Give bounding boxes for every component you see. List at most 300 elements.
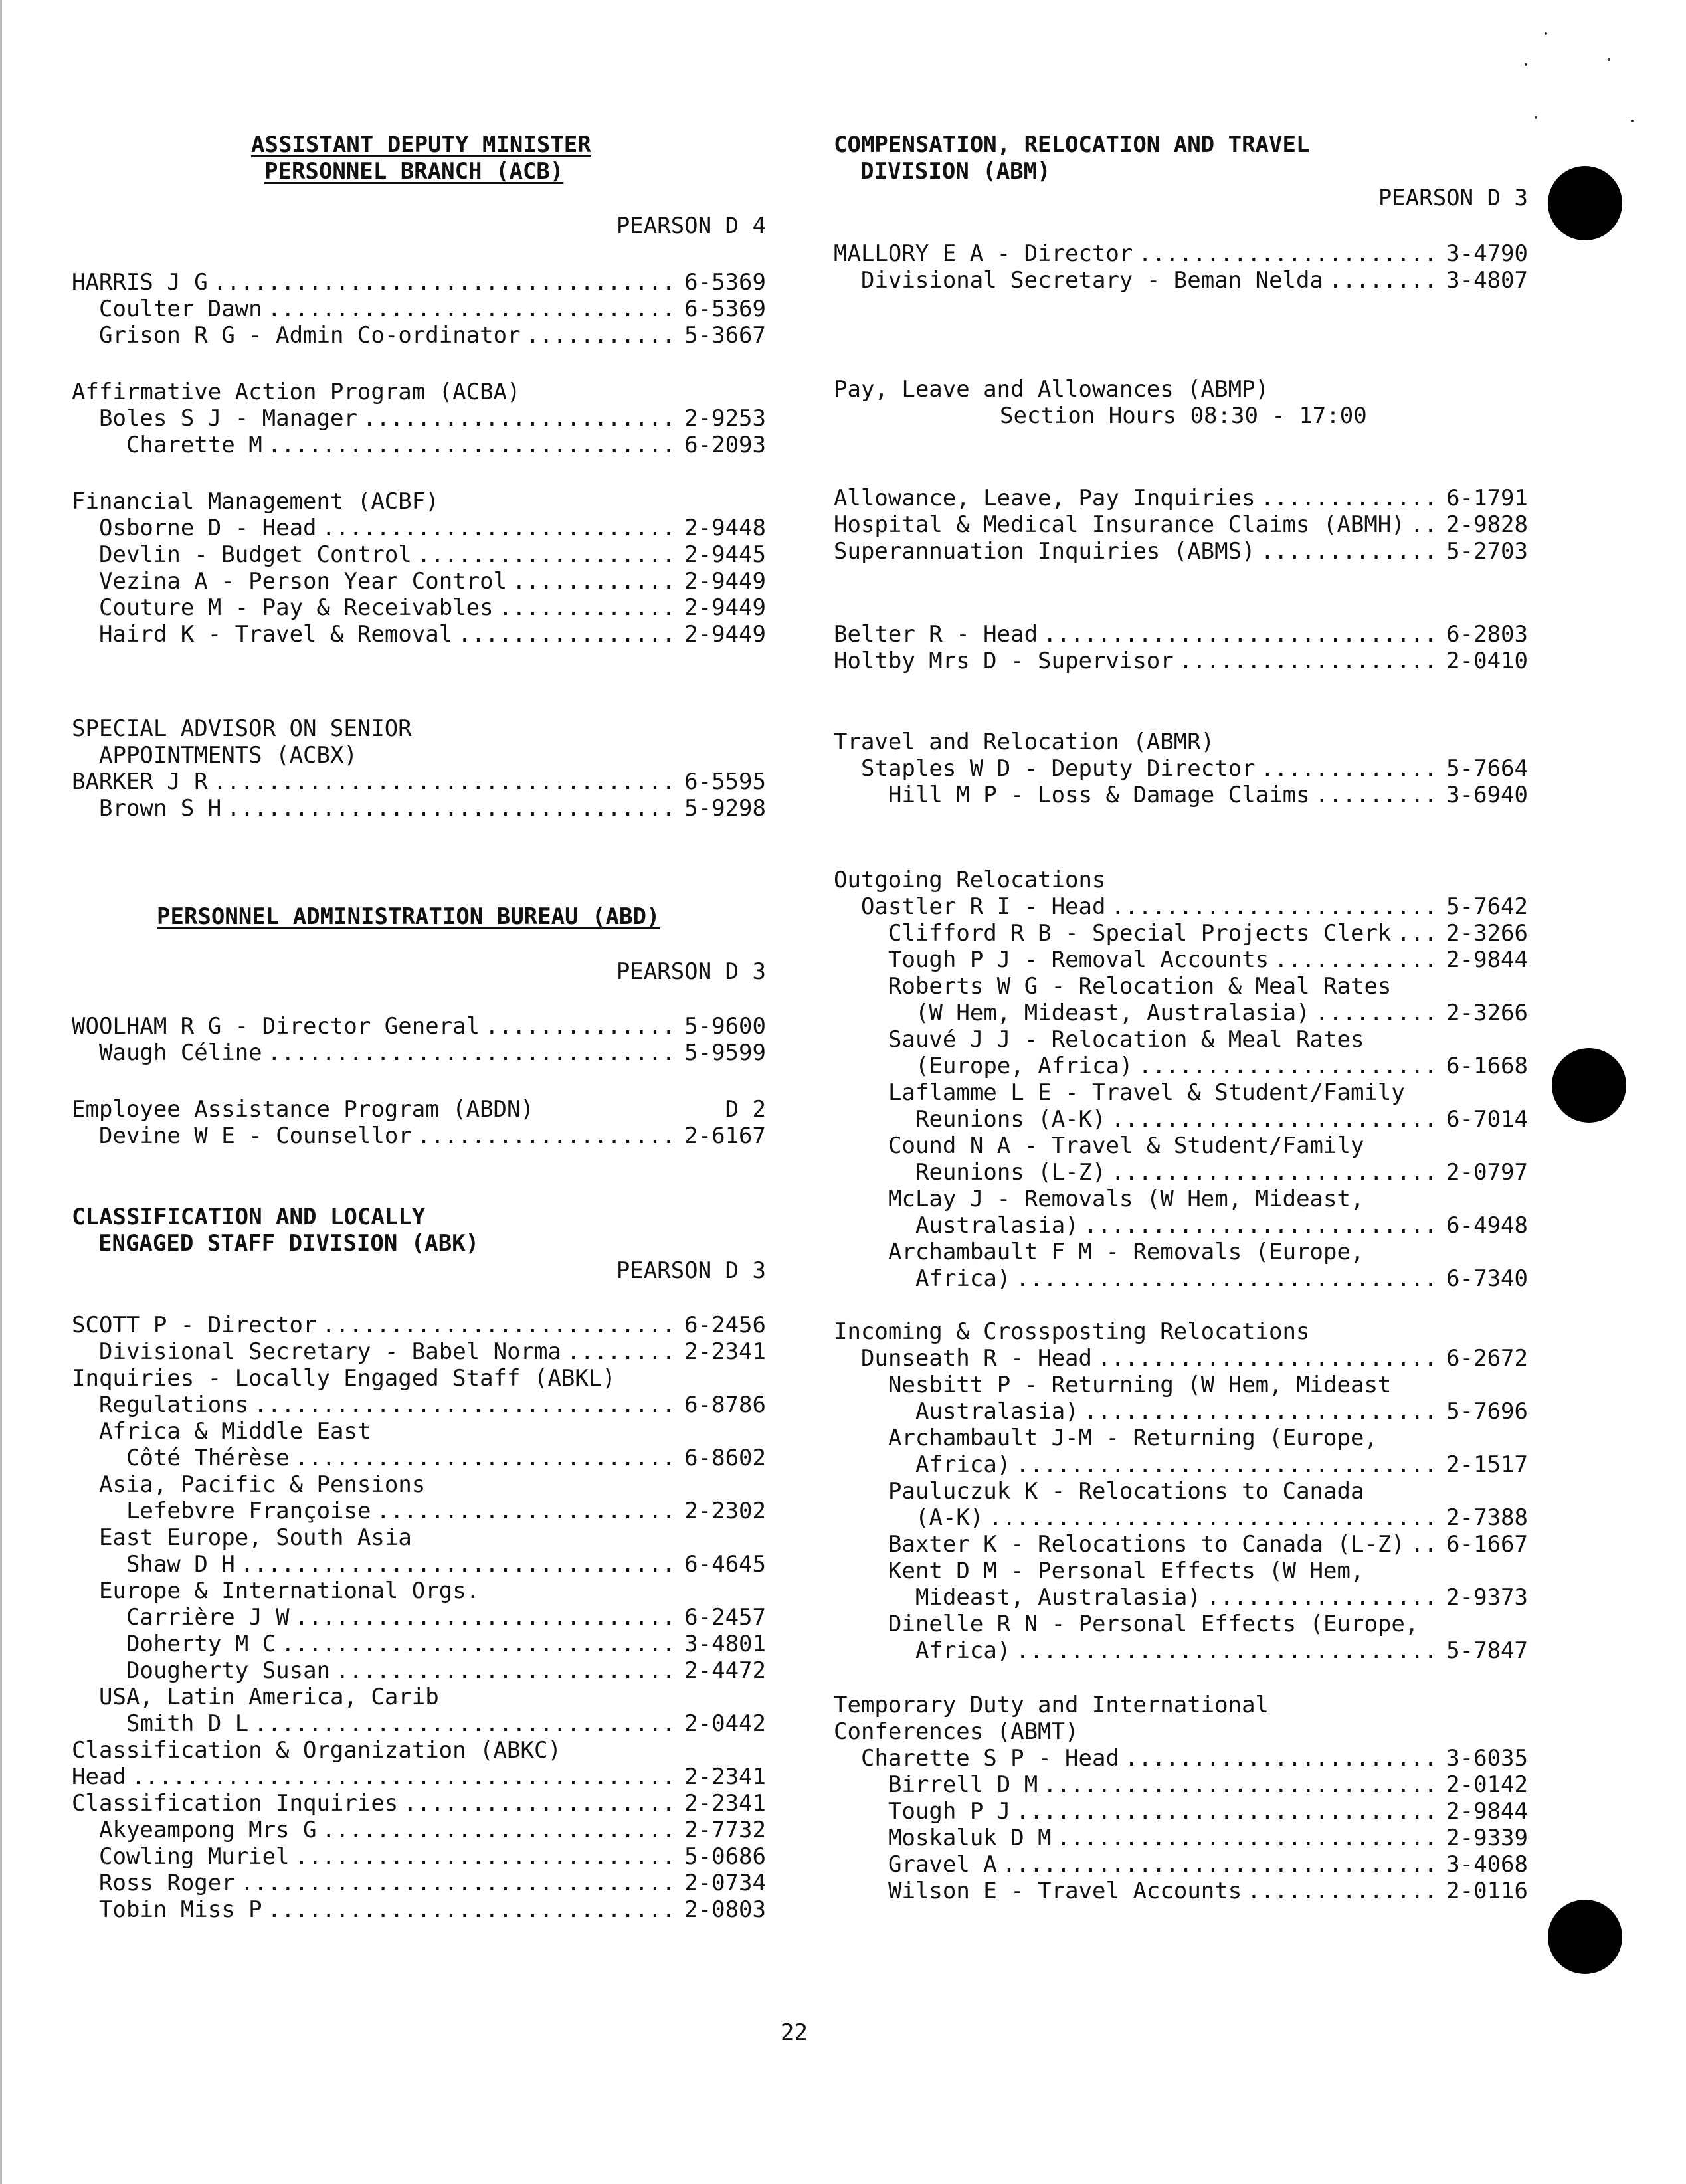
directory-entry [72,269,766,296]
directory-entry [861,1745,1528,1772]
entry-phone: 2-9445 [684,541,766,568]
directory-entry [99,541,766,568]
entry-name: Dunseath R - Head [861,1345,1092,1372]
entry-phone: 6-2672 [1446,1345,1528,1372]
leader-dots [1016,1798,1441,1825]
entry-name: Laflamme L E - Travel & Student/Family [888,1079,1405,1106]
entry-name: Lefebvre Françoise [126,1498,371,1524]
entry-phone: 6-1667 [1446,1531,1528,1558]
entry-name: Devlin - Budget Control [99,541,412,568]
entry-name: Haird K - Travel & Removal [99,621,453,648]
leader-dots [1315,782,1442,808]
entry-name: Nesbitt P - Returning (W Hem, Mideast [888,1372,1392,1398]
entry-name: Wilson E - Travel Accounts [888,1878,1242,1904]
entry-name: Conferences (ABMT) [834,1718,1079,1745]
entry-name: Divisional Secretary - Babel Norma [99,1338,561,1365]
leader-dots [1057,1825,1442,1851]
scan-edge [0,0,2,2184]
entry-name: Carrière J W [126,1604,290,1631]
entry-phone: 6-8602 [684,1445,766,1471]
entry-name: Australasia) [915,1398,1079,1425]
leader-dots [322,1312,679,1338]
leader-dots [1247,1878,1441,1904]
abk-location: PEARSON D 3 [616,1257,766,1284]
directory-entry [72,1312,766,1338]
directory-entry [915,1106,1528,1133]
entry-name: (W Hem, Mideast, Australasia) [915,1000,1310,1026]
entry-phone: 2-2341 [684,1790,766,1817]
directory-entry [99,795,766,822]
leader-dots [254,1392,679,1418]
entry-name: Vezina A - Person Year Control [99,568,508,594]
entry-phone: 3-4790 [1446,240,1528,267]
entry-phone: 5-9599 [684,1040,766,1066]
leader-dots [485,1013,679,1040]
entry-name: Superannuation Inquiries (ABMS) [834,538,1256,565]
leader-dots [213,769,679,795]
directory-entry [888,782,1528,808]
directory-entry [834,538,1528,565]
directory-entry [915,1000,1528,1026]
directory-entry [834,240,1528,267]
entry-name: Grison R G - Admin Co-ordinator [99,322,521,349]
entry-phone: 2-9339 [1446,1825,1528,1851]
directory-entry [99,1896,766,1923]
leader-dots [322,1817,680,1843]
directory-entry [888,1026,1528,1053]
directory-entry [99,1471,766,1498]
directory-entry [834,867,1528,893]
leader-dots [512,568,679,594]
abmp-title: Pay, Leave and Allowances (ABMP) [834,376,1269,403]
entry-name: Classification & Organization (ABKC) [72,1737,561,1764]
entry-name: Clifford R B - Special Projects Clerk [888,920,1392,947]
entry-phone: 6-4645 [684,1551,766,1578]
leader-dots [322,515,680,541]
entry-phone: 2-9828 [1446,511,1528,538]
leader-dots [1329,267,1441,294]
entry-phone: 3-6940 [1446,782,1528,808]
directory-entry [99,1392,766,1418]
directory-entry [99,742,766,769]
leader-dots [240,1551,679,1578]
entry-name: Osborne D - Head [99,515,317,541]
punch-hole-top [1548,166,1622,240]
directory-entry [99,568,766,594]
entry-name: Smith D L [126,1710,249,1737]
entry-name: Charette S P - Head [861,1745,1119,1772]
leader-dots [1016,1265,1441,1292]
entry-name: Gravel A [888,1851,997,1878]
entry-name: Hospital & Medical Insurance Claims (ABMH) [834,511,1405,538]
entry-name: Holtby Mrs D - Supervisor [834,648,1174,674]
entry-phone: 2-1517 [1446,1451,1528,1478]
entry-name: Australasia) [915,1212,1079,1239]
entry-phone: 6-8786 [684,1392,766,1418]
leader-dots [1125,1745,1441,1772]
leader-dots [417,541,679,568]
directory-entry [99,1418,766,1445]
entry-phone: 5-7642 [1446,893,1528,920]
directory-entry [915,1584,1528,1611]
directory-entry [888,1133,1528,1159]
leader-dots [1043,1772,1441,1798]
entry-name: Reunions (L-Z) [915,1159,1106,1186]
leader-dots [268,1040,680,1066]
entry-phone: 3-4807 [1446,267,1528,294]
directory-entry [126,1710,766,1737]
directory-entry [888,1851,1528,1878]
entry-name: East Europe, South Asia [99,1524,412,1551]
leader-dots [1016,1637,1441,1664]
entry-name: Mideast, Australasia) [915,1584,1201,1611]
entry-name: Coulter Dawn [99,296,262,322]
leader-dots [1315,1000,1442,1026]
entry-name: Baxter K - Relocations to Canada (L-Z) [888,1531,1405,1558]
directory-entry [126,432,766,458]
leader-dots [1043,621,1441,648]
entry-name: USA, Latin America, Carib [99,1684,439,1710]
entry-phone: 6-7340 [1446,1265,1528,1292]
directory-entry [99,1578,766,1604]
directory-entry [72,379,766,405]
directory-entry [72,1013,766,1040]
entry-name: Roberts W G - Relocation & Meal Rates [888,973,1392,1000]
entry-phone: 2-0142 [1446,1772,1528,1798]
entry-name: SCOTT P - Director [72,1312,317,1338]
entry-phone: 3-6035 [1446,1745,1528,1772]
entry-phone: 2-4472 [684,1657,766,1684]
entry-phone: 2-0442 [684,1710,766,1737]
entry-phone: 2-2302 [684,1498,766,1524]
entry-name: APPOINTMENTS (ACBX) [99,742,357,769]
leader-dots [376,1498,679,1524]
entry-phone: 5-7664 [1446,755,1528,782]
entry-name: Moskaluk D M [888,1825,1052,1851]
speck [1525,63,1527,66]
entry-name: Africa) [915,1637,1011,1664]
directory-entry [915,1053,1528,1079]
leader-dots [363,405,679,432]
page-number: 22 [781,2019,808,2046]
entry-name: Akyeampong Mrs G [99,1817,317,1843]
entry-name: Inquiries - Locally Engaged Staff (ABKL) [72,1365,616,1392]
entry-name: Cound N A - Travel & Student/Family [888,1133,1364,1159]
directory-entry [72,488,766,515]
punch-hole-bottom [1548,1900,1622,1974]
entry-phone: 6-5369 [684,269,766,296]
acb-heading-1: ASSISTANT DEPUTY MINISTER [251,132,591,158]
entry-phone: 2-7732 [684,1817,766,1843]
leader-dots [132,1764,679,1790]
directory-entry [888,1425,1528,1451]
directory-entry [99,621,766,648]
leader-dots [268,1896,680,1923]
directory-entry [888,1372,1528,1398]
entry-name: Sauvé J J - Relocation & Meal Rates [888,1026,1364,1053]
entry-name: McLay J - Removals (W Hem, Mideast, [888,1186,1364,1212]
leader-dots [1261,485,1442,511]
directory-entry [915,1637,1528,1664]
directory-entry [99,1524,766,1551]
leader-dots [417,1123,679,1149]
entry-name: Cowling Muriel [99,1843,290,1870]
entry-name: BARKER J R [72,769,208,795]
entry-phone: 5-7847 [1446,1637,1528,1664]
entry-phone: 6-2803 [1446,621,1528,648]
entry-name: Staples W D - Deputy Director [861,755,1256,782]
entry-name: HARRIS J G [72,269,208,296]
speck [1631,120,1634,122]
entry-name: Archambault J-M - Returning (Europe, [888,1425,1378,1451]
entry-name: Oastler R I - Head [861,893,1106,920]
directory-entry [834,1692,1528,1718]
directory-entry [99,1817,766,1843]
entry-phone: 2-9844 [1446,1798,1528,1825]
leader-dots [403,1790,679,1817]
entry-phone: 2-9448 [684,515,766,541]
leader-dots [268,296,680,322]
entry-phone: 2-3266 [1446,1000,1528,1026]
leader-dots [295,1604,680,1631]
entry-phone: 5-9600 [684,1013,766,1040]
entry-phone: 2-2341 [684,1764,766,1790]
acb-location: PEARSON D 4 [616,213,766,239]
entry-phone: 2-9253 [684,405,766,432]
entry-name: Africa) [915,1265,1011,1292]
entry-name: MALLORY E A - Director [834,240,1133,267]
entry-name: Dinelle R N - Personal Effects (Europe, [888,1611,1419,1637]
entry-name: Head [72,1764,126,1790]
leader-dots [526,322,680,349]
directory-entry [834,648,1528,674]
leader-dots [1111,893,1441,920]
entry-name: Europe & International Orgs. [99,1578,480,1604]
entry-name: Allowance, Leave, Pay Inquiries [834,485,1256,511]
directory-entry [126,1445,766,1471]
directory-entry [834,621,1528,648]
entry-name: Financial Management (ACBF) [72,488,439,515]
speck [1535,116,1537,119]
entry-name: Temporary Duty and International [834,1692,1269,1718]
directory-entry [834,485,1528,511]
entry-name: Outgoing Relocations [834,867,1106,893]
leader-dots [1111,1159,1442,1186]
leader-dots [240,1870,679,1896]
directory-entry [99,1684,766,1710]
entry-name: Charette M [126,432,262,458]
entry-phone: 2-0797 [1446,1159,1528,1186]
entry-phone: 5-0686 [684,1843,766,1870]
directory-entry [72,715,766,742]
entry-name: Africa) [915,1451,1011,1478]
abk-heading-2: ENGAGED STAFF DIVISION (ABK) [98,1230,480,1257]
entry-name: Africa & Middle East [99,1418,371,1445]
entry-name: Côté Thérèse [126,1445,290,1471]
entry-name: Divisional Secretary - Beman Nelda [861,267,1323,294]
directory-entry [861,1345,1528,1372]
abm-location: PEARSON D 3 [1378,185,1528,211]
entry-phone: 2-0410 [1446,648,1528,674]
leader-dots [1261,538,1442,565]
directory-entry [888,1239,1528,1265]
directory-entry [72,1737,766,1764]
directory-entry [888,1611,1528,1637]
leader-dots [1016,1451,1441,1478]
entry-name: Travel and Relocation (ABMR) [834,729,1215,755]
abk-heading-1: CLASSIFICATION AND LOCALLY [72,1204,426,1230]
directory-entry [915,1451,1528,1478]
entry-phone: 2-0803 [684,1896,766,1923]
directory-entry [72,1365,766,1392]
entry-phone: 6-7014 [1446,1106,1528,1133]
leader-dots [499,594,680,621]
abd-location: PEARSON D 3 [616,958,766,985]
entry-phone: 2-9449 [684,594,766,621]
entry-name: Classification Inquiries [72,1790,399,1817]
entry-phone: D 2 [725,1096,766,1123]
entry-name: Employee Assistance Program (ABDN) [72,1096,534,1123]
directory-entry [126,1604,766,1631]
directory-entry [888,1878,1528,1904]
directory-entry [834,1718,1528,1745]
directory-entry [888,1558,1528,1584]
entry-name: Kent D M - Personal Effects (W Hem, [888,1558,1364,1584]
directory-entry [99,1123,766,1149]
directory-entry [72,1096,766,1123]
entry-phone: 2-6167 [684,1123,766,1149]
directory-entry [888,1772,1528,1798]
entry-phone: 2-3266 [1446,920,1528,947]
leader-dots [268,432,679,458]
directory-entry [888,1531,1528,1558]
directory-entry [99,1843,766,1870]
entry-phone: 2-9373 [1446,1584,1528,1611]
leader-dots [1138,240,1441,267]
entry-name: (A-K) [915,1504,984,1531]
entry-name: Archambault F M - Removals (Europe, [888,1239,1364,1265]
entry-name: (Europe, Africa) [915,1053,1133,1079]
leader-dots [1410,1531,1441,1558]
directory-entry [888,920,1528,947]
entry-phone: 2-0116 [1446,1878,1528,1904]
entry-name: Incoming & Crossposting Relocations [834,1319,1310,1345]
leader-dots [1274,947,1441,973]
leader-dots [227,795,679,822]
leader-dots [1206,1584,1441,1611]
entry-name: Couture M - Pay & Receivables [99,594,494,621]
directory-entry [888,947,1528,973]
directory-entry [888,1798,1528,1825]
directory-entry [888,1478,1528,1504]
directory-entry [888,1079,1528,1106]
entry-name: Birrell D M [888,1772,1038,1798]
directory-entry [126,1631,766,1657]
entry-phone: 6-1791 [1446,485,1528,511]
entry-phone: 5-3667 [684,322,766,349]
leader-dots [1139,1053,1442,1079]
entry-name: Belter R - Head [834,621,1038,648]
directory-entry [99,405,766,432]
entry-phone: 3-4801 [684,1631,766,1657]
leader-dots [1097,1345,1441,1372]
leader-dots [1111,1106,1442,1133]
directory-entry [888,1825,1528,1851]
directory-entry [72,769,766,795]
speck [1608,58,1610,61]
leader-dots [213,269,679,296]
entry-phone: 2-7388 [1446,1504,1528,1531]
entry-phone: 6-2456 [684,1312,766,1338]
leader-dots [1410,511,1441,538]
punch-hole-middle [1552,1048,1626,1123]
entry-name: Hill M P - Loss & Damage Claims [888,782,1310,808]
directory-entry [72,1764,766,1790]
directory-entry [861,267,1528,294]
entry-phone: 2-9449 [684,568,766,594]
entry-name: WOOLHAM R G - Director General [72,1013,480,1040]
entry-phone: 5-9298 [684,795,766,822]
entry-phone: 5-7696 [1446,1398,1528,1425]
directory-entry [834,511,1528,538]
acb-heading-2: PERSONNEL BRANCH (ACB) [264,158,564,185]
leader-dots [281,1631,679,1657]
leader-dots [254,1710,679,1737]
directory-entry [99,515,766,541]
entry-name: Ross Roger [99,1870,235,1896]
speck [1545,32,1547,35]
leader-dots [458,621,679,648]
entry-phone: 6-5369 [684,296,766,322]
entry-name: Regulations [99,1392,249,1418]
entry-phone: 3-4068 [1446,1851,1528,1878]
leader-dots [988,1504,1441,1531]
directory-entry [99,594,766,621]
directory-entry [915,1265,1528,1292]
directory-entry [834,729,1528,755]
directory-entry [915,1159,1528,1186]
abm-heading-1: COMPENSATION, RELOCATION AND TRAVEL [834,132,1310,158]
leader-dots [1261,755,1442,782]
entry-phone: 2-9449 [684,621,766,648]
abm-heading-2: DIVISION (ABM) [860,158,1051,185]
directory-entry [888,973,1528,1000]
entry-name: Shaw D H [126,1551,235,1578]
entry-phone: 6-5595 [684,769,766,795]
entry-name: Tough P J - Removal Accounts [888,947,1269,973]
leader-dots [1084,1212,1442,1239]
directory-entry [915,1504,1528,1531]
leader-dots [335,1657,679,1684]
directory-entry [99,322,766,349]
directory-entry [126,1498,766,1524]
entry-name: Reunions (A-K) [915,1106,1106,1133]
entry-name: Doherty M C [126,1631,276,1657]
entry-name: Devine W E - Counsellor [99,1123,412,1149]
directory-entry [126,1657,766,1684]
entry-name: Tobin Miss P [99,1896,262,1923]
leader-dots [295,1445,680,1471]
directory-entry [915,1398,1528,1425]
abmp-hours: Section Hours 08:30 - 17:00 [1000,403,1367,429]
abd-heading: PERSONNEL ADMINISTRATION BUREAU (ABD) [157,903,660,930]
entry-name: Brown S H [99,795,222,822]
directory-entry [888,1186,1528,1212]
directory-entry [915,1212,1528,1239]
entry-phone: 2-0734 [684,1870,766,1896]
entry-name: Asia, Pacific & Pensions [99,1471,426,1498]
entry-name: Tough P J [888,1798,1011,1825]
